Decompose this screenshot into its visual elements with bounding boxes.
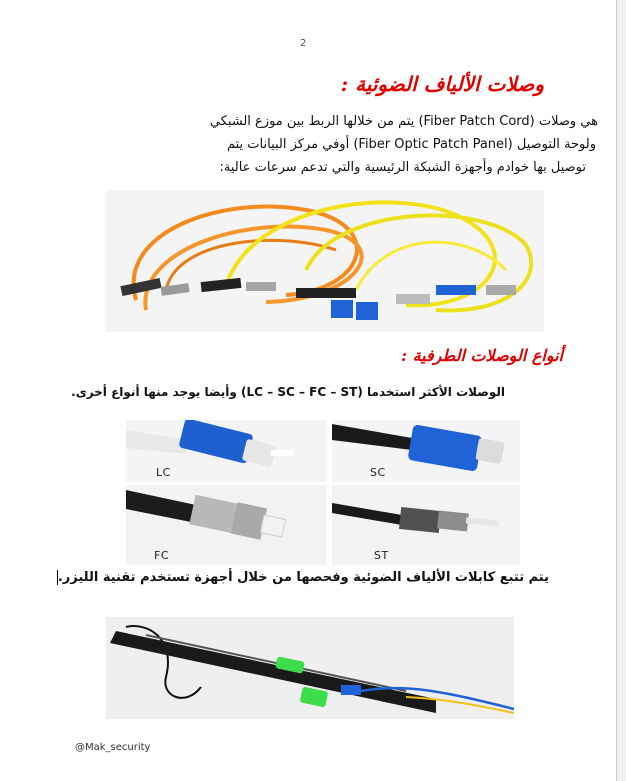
page-number: 2	[300, 38, 307, 49]
scroll-gutter[interactable]	[617, 0, 626, 781]
laser-line	[56, 570, 549, 585]
intro-line-2: ولوحة التوصيل (Fiber Optic Patch Panel) أوفي مركز البيانات يتم	[226, 137, 596, 152]
lc-label: LC	[156, 466, 171, 479]
lc-connector-photo	[126, 420, 326, 482]
laser-text: يتم تتبع كابلات الألياف الضوئية وفحصها من خلال أجهزة تستخدم تقنية الليزر.	[57, 570, 549, 585]
patch-cords-photo	[106, 190, 544, 332]
footer-handle: @Mak_security	[75, 742, 151, 753]
fc-connector-photo	[126, 485, 326, 565]
intro-line-1: هي وصلات (Fiber Patch Cord) يتم من خلالها الربط بين موزع الشبكي	[209, 114, 598, 129]
laser-tester-photo	[106, 617, 514, 719]
st-label: ST	[374, 549, 389, 562]
sc-connector-photo	[332, 420, 520, 482]
intro-line-3: توصيل بها خوادم وأجهزة الشبكة الرئيسية والتي تدعم سرعات عالية:	[219, 160, 586, 175]
fc-label: FC	[154, 549, 170, 562]
connector-types-line: الوصلات الأكثر استخدما (LC – SC – FC – ST) وأيضا يوجد منها أنواع أخرى.	[71, 385, 505, 399]
st-connector-photo	[332, 485, 520, 565]
connector-types-heading: أنواع الوصلات الطرفية :	[401, 346, 563, 365]
sc-label: SC	[370, 466, 386, 479]
section-title: وصلات الألياف الضوئية :	[340, 72, 544, 96]
